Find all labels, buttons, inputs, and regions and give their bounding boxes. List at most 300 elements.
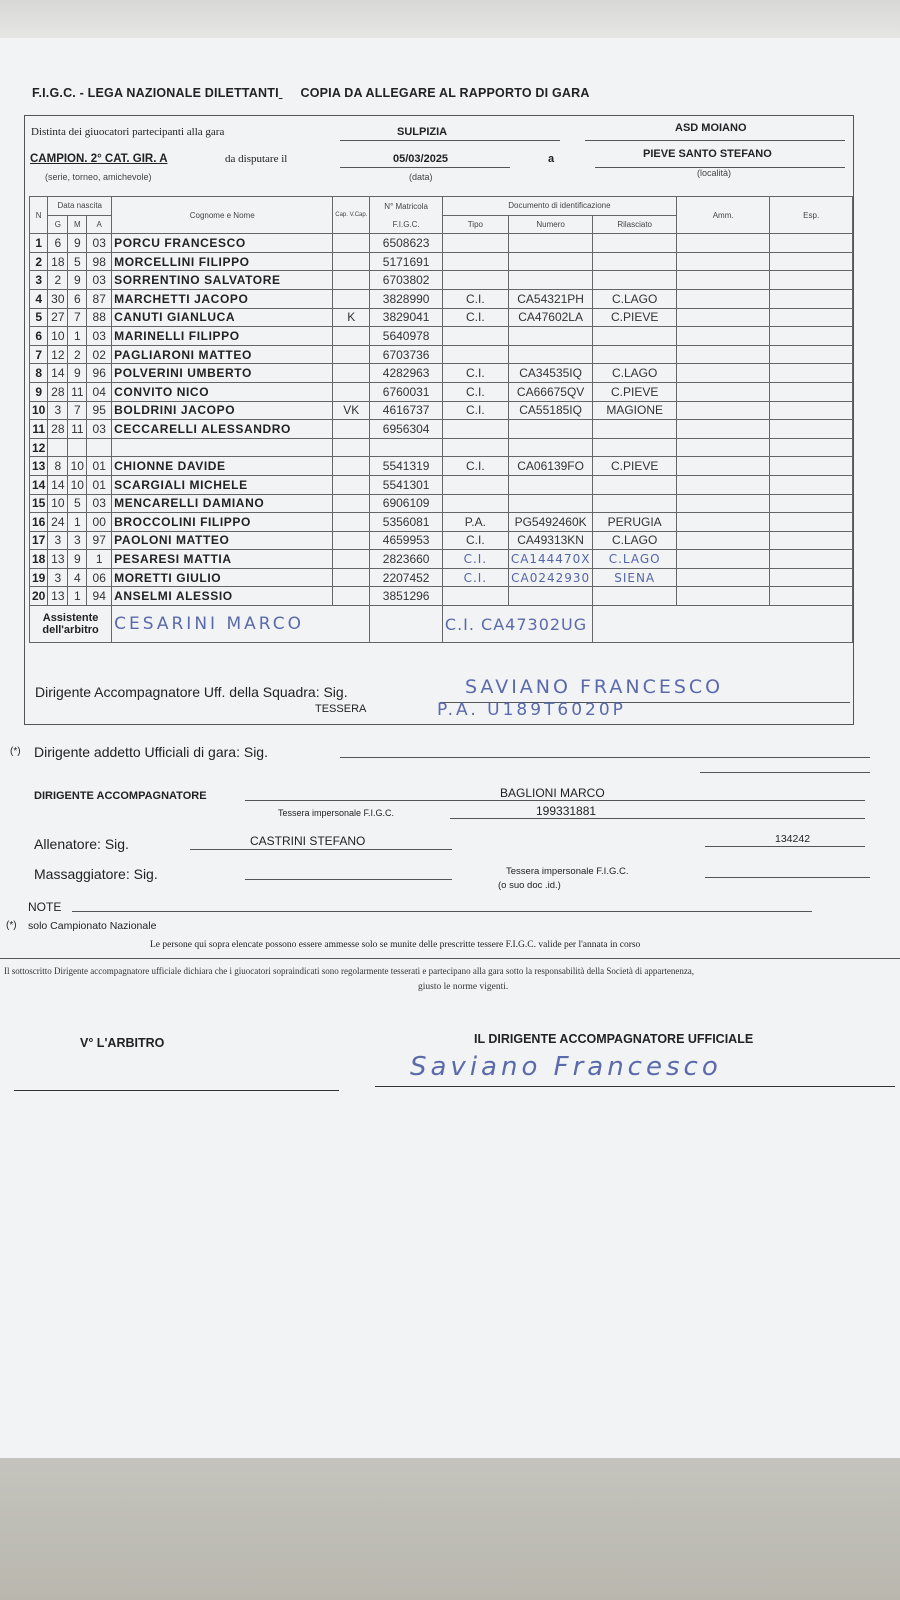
player-name: PORCU FRANCESCO — [112, 234, 333, 253]
birth-day: 12 — [48, 345, 68, 364]
birth-month: 7 — [68, 401, 87, 420]
header-n: N — [30, 197, 48, 234]
doc-type: C.I. — [442, 401, 508, 420]
player-matricola: 5541301 — [370, 475, 443, 494]
allenatore-label: Allenatore: Sig. — [34, 836, 129, 852]
birth-day: 3 — [48, 401, 68, 420]
player-name — [112, 438, 333, 457]
player-name: BOLDRINI JACOPO — [112, 401, 333, 420]
player-role — [333, 587, 370, 606]
player-matricola: 2823660 — [370, 550, 443, 569]
doc-number — [508, 234, 593, 253]
player-matricola: 5640978 — [370, 327, 443, 346]
doc-type — [442, 438, 508, 457]
birth-day: 14 — [48, 364, 68, 383]
allenatore-number-line — [705, 846, 865, 847]
header-numero: Numero — [508, 215, 593, 234]
doc-number — [508, 271, 593, 290]
doc-type — [442, 345, 508, 364]
doc-issuer: C.LAGO — [593, 289, 676, 308]
doc-type: C.I. — [442, 289, 508, 308]
birth-year: 03 — [87, 234, 112, 253]
player-matricola — [370, 438, 443, 457]
massaggiatore-label: Massaggiatore: Sig. — [34, 866, 158, 882]
amm-cell — [676, 513, 769, 532]
amm-cell — [676, 457, 769, 476]
header-name: Cognome e Nome — [112, 197, 333, 234]
form-header — [32, 86, 590, 100]
dirigente-uff-label: Dirigente Accompagnatore Uff. della Squadra: Sig. — [35, 684, 348, 700]
birth-day: 13 — [48, 550, 68, 569]
row-number: 8 — [30, 364, 48, 383]
birth-year: 95 — [87, 401, 112, 420]
birth-month: 1 — [68, 513, 87, 532]
birth-year: 02 — [87, 345, 112, 364]
row-number: 13 — [30, 457, 48, 476]
series-hint: (serie, torneo, amichevole) — [45, 172, 152, 182]
birth-month: 10 — [68, 457, 87, 476]
birth-month: 11 — [68, 382, 87, 401]
player-role — [333, 364, 370, 383]
header-league: F.I.G.C. - LEGA NAZIONALE DILETTANTI — [32, 86, 279, 100]
background-top — [0, 0, 900, 40]
birth-day: 10 — [48, 494, 68, 513]
row-number: 12 — [30, 438, 48, 457]
esp-cell — [770, 401, 853, 420]
table-row — [30, 382, 853, 401]
home-team: SULPIZIA — [397, 126, 448, 138]
birth-day: 18 — [48, 252, 68, 271]
birth-day: 28 — [48, 382, 68, 401]
birth-year: 03 — [87, 271, 112, 290]
amm-cell — [676, 271, 769, 290]
birth-month: 10 — [68, 475, 87, 494]
row-number: 7 — [30, 345, 48, 364]
doc-issuer — [593, 345, 676, 364]
player-name: MENCARELLI DAMIANO — [112, 494, 333, 513]
dirigente-signature-line — [375, 1086, 895, 1087]
player-role — [333, 420, 370, 439]
player-matricola: 5171691 — [370, 252, 443, 271]
amm-cell — [676, 345, 769, 364]
amm-cell — [676, 420, 769, 439]
solo-campionato: solo Campionato Nazionale — [28, 920, 157, 932]
birth-year: 01 — [87, 457, 112, 476]
match-location: PIEVE SANTO STEFANO — [643, 148, 772, 160]
table-row — [30, 494, 853, 513]
esp-cell — [770, 252, 853, 271]
esp-cell — [770, 271, 853, 290]
player-role: K — [333, 308, 370, 327]
header-tipo: Tipo — [442, 215, 508, 234]
addetto-line — [340, 757, 870, 758]
amm-cell — [676, 531, 769, 550]
row-number: 6 — [30, 327, 48, 346]
championship: CAMPION. 2° CAT. GIR. A — [30, 153, 168, 165]
table-row — [30, 271, 853, 290]
birth-year: 94 — [87, 587, 112, 606]
row-number: 19 — [30, 568, 48, 587]
distinta-label: Distinta dei giuocatori partecipanti alla gara — [31, 126, 225, 138]
doc-number: CA06139FO — [508, 457, 593, 476]
doc-type — [442, 587, 508, 606]
row-number: 9 — [30, 382, 48, 401]
birth-month: 7 — [68, 308, 87, 327]
header-a: A — [87, 215, 112, 234]
table-row — [30, 234, 853, 253]
birth-month: 4 — [68, 568, 87, 587]
doc-type — [442, 327, 508, 346]
birth-month: 11 — [68, 420, 87, 439]
player-matricola: 6760031 — [370, 382, 443, 401]
doc-type: C.I. — [442, 308, 508, 327]
table-row — [30, 531, 853, 550]
doc-number: CA34535IQ — [508, 364, 593, 383]
header-m: M — [68, 215, 87, 234]
birth-year: 88 — [87, 308, 112, 327]
allenatore-name: CASTRINI STEFANO — [250, 834, 366, 848]
esp-cell — [770, 364, 853, 383]
row-number: 10 — [30, 401, 48, 420]
table-row — [30, 420, 853, 439]
player-matricola: 4616737 — [370, 401, 443, 420]
table-row — [30, 438, 853, 457]
assistente-doc: C.I. CA47302UG — [442, 606, 593, 643]
date-line — [340, 167, 510, 168]
player-name: SORRENTINO SALVATORE — [112, 271, 333, 290]
birth-day: 8 — [48, 457, 68, 476]
birth-day — [48, 438, 68, 457]
birth-year: 87 — [87, 289, 112, 308]
birth-day: 13 — [48, 587, 68, 606]
table-row — [30, 513, 853, 532]
doc-number: CA0242930 — [508, 568, 593, 587]
player-matricola: 6906109 — [370, 494, 443, 513]
doc-number — [508, 494, 593, 513]
doc-type: C.I. — [442, 531, 508, 550]
match-date: 05/03/2025 — [393, 153, 449, 165]
esp-cell — [770, 438, 853, 457]
suo-doc: (o suo doc .id.) — [498, 880, 561, 891]
birth-month: 6 — [68, 289, 87, 308]
header-figc: F.I.G.C. — [370, 215, 443, 234]
header-g: G — [48, 215, 68, 234]
doc-number: CA47602LA — [508, 308, 593, 327]
player-role — [333, 252, 370, 271]
accompagnatore-label: DIRIGENTE ACCOMPAGNATORE — [34, 790, 207, 802]
player-name: CANUTI GIANLUCA — [112, 308, 333, 327]
birth-year: 03 — [87, 420, 112, 439]
massaggiatore-number-line — [705, 877, 870, 878]
birth-year — [87, 438, 112, 457]
birth-day: 14 — [48, 475, 68, 494]
solo-asterisk: (*) — [6, 920, 17, 931]
note-label: NOTE — [28, 900, 62, 914]
header-documento: Documento di identificazione — [442, 197, 676, 216]
esp-cell — [770, 420, 853, 439]
player-matricola: 5356081 — [370, 513, 443, 532]
player-name: PAOLONI MATTEO — [112, 531, 333, 550]
header-birth: Data nascita — [48, 197, 112, 216]
birth-year: 1 — [87, 550, 112, 569]
table-row — [30, 587, 853, 606]
persone-note: Le persone qui sopra elencate possono essere ammesse solo se munite delle prescritte tessere F.I.G.C. valide per l'annata in corso — [150, 940, 641, 950]
date-label: da disputare il — [225, 153, 288, 165]
player-matricola: 3829041 — [370, 308, 443, 327]
player-matricola: 6703802 — [370, 271, 443, 290]
allenatore-number: 134242 — [775, 833, 811, 845]
doc-number: CA49313KN — [508, 531, 593, 550]
amm-cell — [676, 550, 769, 569]
esp-cell — [770, 457, 853, 476]
doc-issuer — [593, 234, 676, 253]
amm-cell — [676, 475, 769, 494]
player-name: MARINELLI FILIPPO — [112, 327, 333, 346]
accompagnatore-name: BAGLIONI MARCO — [500, 786, 605, 800]
player-name: SCARGIALI MICHELE — [112, 475, 333, 494]
doc-type — [442, 475, 508, 494]
player-matricola: 4282963 — [370, 364, 443, 383]
esp-cell — [770, 382, 853, 401]
birth-day: 3 — [48, 568, 68, 587]
table-row — [30, 345, 853, 364]
doc-number — [508, 438, 593, 457]
row-number: 14 — [30, 475, 48, 494]
player-role — [333, 494, 370, 513]
player-role — [333, 271, 370, 290]
doc-number — [508, 345, 593, 364]
birth-year: 97 — [87, 531, 112, 550]
doc-issuer — [593, 252, 676, 271]
assistente-empty-2 — [593, 606, 853, 643]
doc-type: C.I. — [442, 550, 508, 569]
header-esp: Esp. — [770, 197, 853, 234]
table-row — [30, 457, 853, 476]
esp-cell — [770, 587, 853, 606]
birth-month: 9 — [68, 364, 87, 383]
amm-cell — [676, 252, 769, 271]
tessera-label: TESSERA — [315, 703, 367, 715]
doc-number — [508, 587, 593, 606]
doc-issuer — [593, 475, 676, 494]
row-number: 16 — [30, 513, 48, 532]
birth-year: 03 — [87, 494, 112, 513]
at-label: a — [548, 153, 555, 165]
birth-month: 1 — [68, 327, 87, 346]
player-role — [333, 457, 370, 476]
esp-cell — [770, 531, 853, 550]
header-rilasciato: Rilasciato — [593, 215, 676, 234]
birth-month: 9 — [68, 234, 87, 253]
header-matricola: N° Matricola — [370, 197, 443, 216]
birth-month: 5 — [68, 494, 87, 513]
home-line — [340, 140, 560, 141]
birth-year: 06 — [87, 568, 112, 587]
amm-cell — [676, 401, 769, 420]
player-matricola: 6956304 — [370, 420, 443, 439]
table-row — [30, 252, 853, 271]
player-role — [333, 550, 370, 569]
amm-cell — [676, 289, 769, 308]
assistente-name: CESARINI MARCO — [112, 606, 370, 643]
doc-issuer — [593, 327, 676, 346]
note-line — [72, 911, 812, 912]
row-number: 20 — [30, 587, 48, 606]
doc-type: P.A. — [442, 513, 508, 532]
amm-cell — [676, 587, 769, 606]
doc-issuer: C.LAGO — [593, 364, 676, 383]
player-name: MORCELLINI FILIPPO — [112, 252, 333, 271]
dirigente-uff-name: SAVIANO FRANCESCO — [465, 676, 724, 698]
accompagnatore-number: 199331881 — [536, 804, 597, 818]
player-role — [333, 289, 370, 308]
amm-cell — [676, 364, 769, 383]
doc-number: CA66675QV — [508, 382, 593, 401]
allenatore-line — [190, 849, 452, 850]
tessera-impersonale-2: Tessera impersonale F.I.G.C. — [506, 866, 629, 877]
esp-cell — [770, 494, 853, 513]
doc-issuer — [593, 494, 676, 513]
dirigente-signature: Saviano Francesco — [410, 1052, 722, 1082]
row-number: 18 — [30, 550, 48, 569]
esp-cell — [770, 345, 853, 364]
birth-year: 98 — [87, 252, 112, 271]
birth-month: 5 — [68, 252, 87, 271]
player-name: CECCARELLI ALESSANDRO — [112, 420, 333, 439]
addetto-asterisk: (*) — [10, 746, 21, 757]
player-matricola: 2207452 — [370, 568, 443, 587]
table-row — [30, 475, 853, 494]
table-row — [30, 327, 853, 346]
esp-cell — [770, 513, 853, 532]
birth-day: 30 — [48, 289, 68, 308]
doc-number — [508, 252, 593, 271]
player-name: ANSELMI ALESSIO — [112, 587, 333, 606]
doc-issuer: SIENA — [593, 568, 676, 587]
player-role — [333, 382, 370, 401]
header-copy-note: COPIA DA ALLEGARE AL RAPPORTO DI GARA — [300, 86, 590, 100]
table-row — [30, 308, 853, 327]
doc-number — [508, 420, 593, 439]
header-role: Cap. V.Cap. — [333, 197, 370, 234]
player-name: PESARESI MATTIA — [112, 550, 333, 569]
doc-type: C.I. — [442, 382, 508, 401]
amm-cell — [676, 494, 769, 513]
amm-cell — [676, 438, 769, 457]
birth-day: 6 — [48, 234, 68, 253]
amm-cell — [676, 327, 769, 346]
player-role — [333, 568, 370, 587]
amm-cell — [676, 308, 769, 327]
doc-type — [442, 271, 508, 290]
players-table — [29, 196, 853, 643]
accompagnatore-line — [245, 800, 865, 801]
birth-year: 01 — [87, 475, 112, 494]
doc-number: PG5492460K — [508, 513, 593, 532]
amm-cell — [676, 568, 769, 587]
player-name: PAGLIARONI MATTEO — [112, 345, 333, 364]
doc-number: CA55185IQ — [508, 401, 593, 420]
date-hint: (data) — [409, 172, 433, 182]
birth-month: 2 — [68, 345, 87, 364]
player-matricola: 6703736 — [370, 345, 443, 364]
birth-day: 27 — [48, 308, 68, 327]
table-row — [30, 289, 853, 308]
addetto-line-2 — [700, 772, 870, 773]
player-matricola: 6508623 — [370, 234, 443, 253]
table-row — [30, 364, 853, 383]
row-number: 11 — [30, 420, 48, 439]
player-matricola: 3828990 — [370, 289, 443, 308]
doc-issuer — [593, 420, 676, 439]
player-name: MARCHETTI JACOPO — [112, 289, 333, 308]
esp-cell — [770, 308, 853, 327]
declaration-line-1: Il sottoscritto Dirigente accompagnatore ufficiale dichiara che i giuocatori sopraindicati sono regolarmente tesserati e partecipano alla gara sotto la responsabilità della Società di appartenenza, — [4, 966, 695, 976]
table-row — [30, 568, 853, 587]
birth-year: 00 — [87, 513, 112, 532]
row-number: 5 — [30, 308, 48, 327]
location-hint: (località) — [697, 168, 732, 178]
doc-issuer — [593, 271, 676, 290]
amm-cell — [676, 382, 769, 401]
header-amm: Amm. — [676, 197, 769, 234]
doc-issuer — [593, 587, 676, 606]
form-bottom-border — [0, 958, 900, 959]
doc-number: CA144470X — [508, 550, 593, 569]
declaration-line-2: giusto le norme vigenti. — [418, 982, 509, 992]
birth-month: 1 — [68, 587, 87, 606]
player-role — [333, 438, 370, 457]
birth-day: 3 — [48, 531, 68, 550]
doc-issuer — [593, 438, 676, 457]
birth-month: 9 — [68, 271, 87, 290]
doc-issuer: C.PIEVE — [593, 382, 676, 401]
doc-type — [442, 234, 508, 253]
esp-cell — [770, 289, 853, 308]
away-line — [585, 140, 845, 141]
lineup-form — [24, 115, 854, 725]
row-number: 2 — [30, 252, 48, 271]
dirigente-signature-label: IL DIRIGENTE ACCOMPAGNATORE UFFICIALE — [474, 1032, 754, 1046]
player-matricola: 5541319 — [370, 457, 443, 476]
doc-type — [442, 252, 508, 271]
player-role — [333, 234, 370, 253]
player-name: CHIONNE DAVIDE — [112, 457, 333, 476]
massaggiatore-line — [245, 879, 452, 880]
row-number: 3 — [30, 271, 48, 290]
birth-month: 9 — [68, 550, 87, 569]
doc-type: C.I. — [442, 568, 508, 587]
birth-day: 24 — [48, 513, 68, 532]
accompagnatore-number-line — [450, 818, 865, 819]
assistente-label: Assistente dell'arbitro — [30, 606, 112, 643]
esp-cell — [770, 568, 853, 587]
doc-type: C.I. — [442, 364, 508, 383]
row-number: 17 — [30, 531, 48, 550]
birth-year: 96 — [87, 364, 112, 383]
birth-day: 2 — [48, 271, 68, 290]
arbitro-signature-line — [14, 1090, 339, 1091]
tessera-personale: Tessera impersonale F.I.G.C. — [278, 808, 395, 818]
birth-month: 3 — [68, 531, 87, 550]
player-role — [333, 327, 370, 346]
addetto-label: Dirigente addetto Ufficiali di gara: Sig. — [34, 744, 268, 760]
player-role — [333, 531, 370, 550]
player-role — [333, 345, 370, 364]
assistente-empty — [370, 606, 443, 643]
doc-issuer: PERUGIA — [593, 513, 676, 532]
row-number: 15 — [30, 494, 48, 513]
